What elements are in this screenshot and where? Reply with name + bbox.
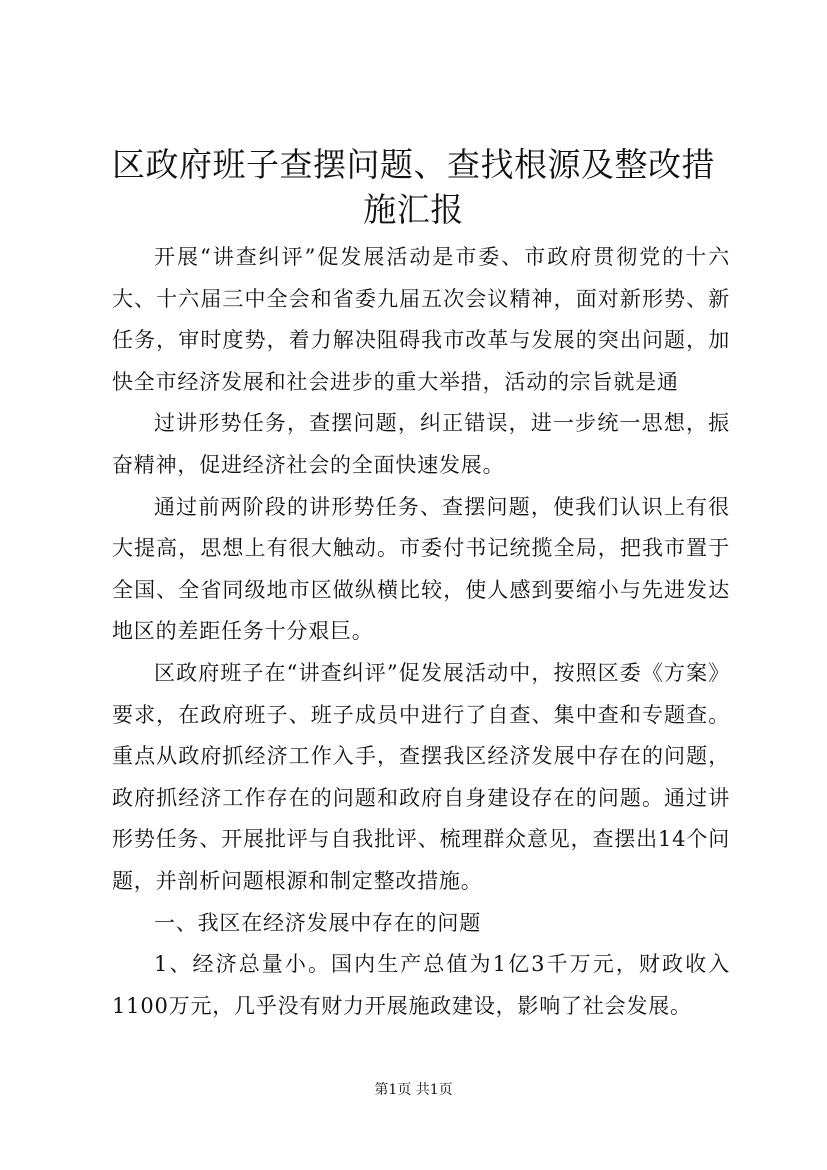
section-heading: 一、我区在经济发展中存在的问题 — [154, 910, 481, 935]
document-title: 区政府班子查摆问题、查找根源及整改措施汇报 — [112, 145, 715, 229]
page-footer: 第1页 共1页 — [374, 1082, 453, 1098]
paragraph-purpose: 过讲形势任务，查摆问题，纠正错误，进一步统一思想，振奋精神，促进经济社会的全面快速发展。 — [112, 411, 730, 477]
paragraph-economic-total: 1、经济总量小。国内生产总值为1亿3千万元，财政收入1100万元，几乎没有财力开展施政建设，影响了社会发展。 — [112, 952, 730, 1018]
paragraph-intro: 开展“讲查纠评”促发展活动是市委、市政府贯彻党的十六大、十六届三中全会和省委九届五次会议精神，面对新形势、新任务，审时度势，着力解决阻碍我市改革与发展的突出问题，加快全市经济发展和社会进步的重大举措，活动的宗旨就是通 — [112, 245, 730, 394]
paragraph-stages: 通过前两阶段的讲形势任务、查摆问题，使我们认识上有很大提高，思想上有很大触动。市委付书记统揽全局，把我市置于全国、全省同级地市区做纵横比较，使人感到要缩小与先进发达地区的差距任务十分艰巨。 — [112, 494, 730, 644]
document-body — [112, 237, 730, 1027]
paragraph-activities: 区政府班子在“讲查纠评”促发展活动中，按照区委《方案》要求，在政府班子、班子成员中进行了自查、集中查和专题查。重点从政府抓经济工作入手，查摆我区经济发展中存在的问题，政府抓经济工作存在的问题和政府自身建设存在的问题。通过讲形势任务、开展批评与自我批评、梳理群众意见，查摆出14个问题，并剖析问题根源和制定整改措施。 — [112, 660, 730, 893]
